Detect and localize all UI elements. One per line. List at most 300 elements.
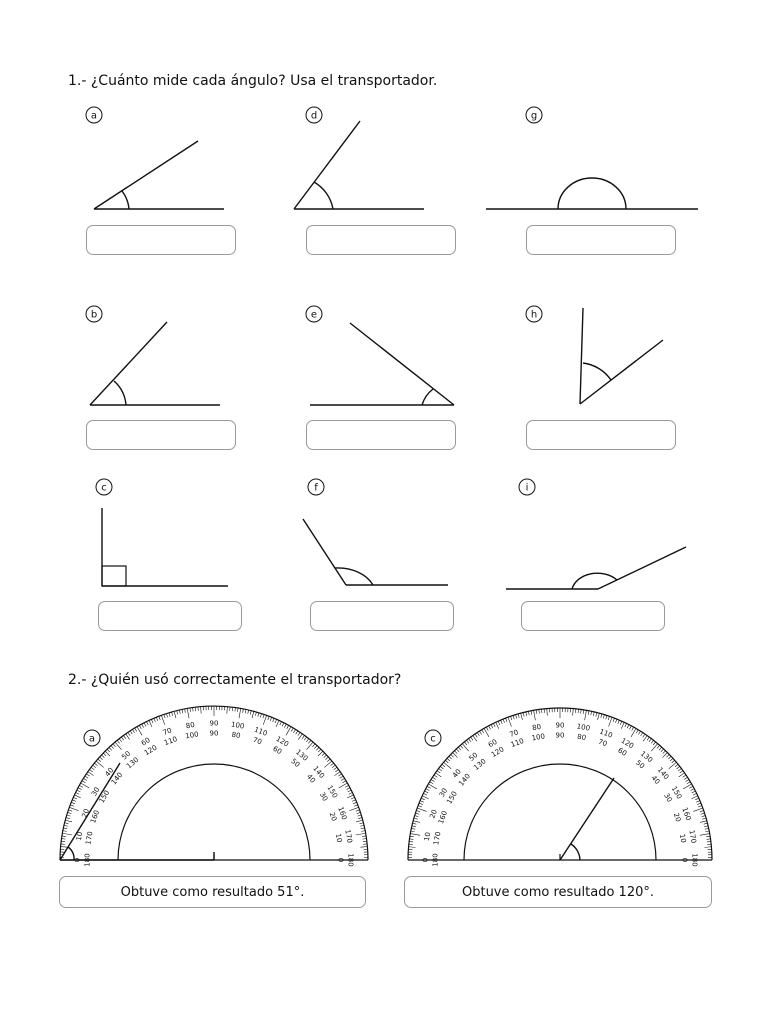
protractor-tick [179, 710, 180, 714]
protractor-tick [324, 761, 332, 767]
protractor-tick [603, 715, 604, 719]
protractor-tick [680, 771, 683, 773]
protractor-tick [466, 740, 468, 743]
protractor-tick [516, 715, 517, 719]
protractor-tick [79, 785, 82, 787]
protractor-inner-number: 0 [680, 857, 689, 863]
protractor-tick [327, 759, 330, 762]
protractor-tick [156, 717, 157, 721]
protractor-inner-number: 150 [445, 789, 459, 806]
protractor-tick [347, 795, 353, 798]
protractor-tick [653, 742, 656, 745]
protractor-outer-number: 170 [343, 829, 354, 844]
protractor-inner-number: 170 [432, 831, 443, 846]
protractor-tick [248, 710, 249, 714]
protractor-tick [258, 713, 259, 717]
protractor-tick [702, 816, 706, 817]
protractor-tick [339, 783, 348, 788]
protractor-tick [66, 818, 70, 819]
protractor-outer-number: 100 [576, 722, 591, 733]
protractor-tick [593, 712, 594, 716]
protractor-tick [332, 765, 335, 767]
protractor-outer-number: 150 [669, 784, 684, 801]
protractor-tick [298, 734, 302, 740]
protractor-tick [695, 798, 699, 800]
protractor-tick [693, 808, 702, 811]
protractor-label-c [425, 730, 441, 746]
protractor-tick [146, 722, 148, 726]
protractor-tick [115, 742, 121, 750]
protractor-tick [306, 739, 308, 742]
protractor-outer-number: 90 [209, 719, 219, 728]
protractor-tick [76, 792, 80, 794]
protractor-inner-number: 110 [509, 736, 526, 750]
protractor-tick [360, 825, 364, 826]
protractor-tick [349, 807, 358, 810]
protractor-tick [126, 734, 130, 740]
protractor-tick [182, 709, 183, 713]
protractor-tick [491, 725, 493, 729]
protractor-tick [149, 720, 152, 726]
protractor-inner-number: 150 [97, 788, 112, 805]
protractor-tick [539, 709, 540, 713]
protractor-tick [458, 747, 461, 750]
protractor-tick [416, 811, 420, 812]
protractor-tick [585, 710, 587, 720]
protractor-tick [547, 709, 548, 716]
protractor-inner-number: 130 [472, 757, 488, 772]
protractor-tick [692, 791, 696, 793]
protractor-outer-number: 120 [619, 736, 636, 751]
protractor-tick [237, 708, 238, 712]
protractor-tick [341, 778, 344, 780]
protractor-tick [89, 769, 92, 771]
protractor-tick [493, 723, 495, 727]
angle-label-h-text: h [530, 309, 538, 321]
protractor-tick [185, 709, 186, 713]
protractor-tick [418, 806, 422, 807]
protractor-outer-number: 20 [428, 808, 439, 820]
protractor-tick [627, 725, 629, 729]
protractor-tick [460, 745, 463, 748]
protractor-tick [96, 761, 104, 767]
protractor-tick [598, 713, 600, 720]
protractor-inner-number: 10 [677, 833, 688, 844]
protractor-tick [121, 737, 123, 740]
protractor-tick [411, 828, 415, 829]
protractor-tick [423, 793, 427, 795]
protractor-tick [632, 727, 634, 730]
protractor-tick [298, 732, 300, 735]
protractor-tick [349, 792, 353, 794]
protractor-tick [268, 716, 269, 720]
protractor-tick [484, 728, 489, 737]
protractor-tick [331, 763, 334, 766]
protractor-tick [641, 733, 643, 736]
protractor-tick [68, 812, 72, 813]
angle-label-i-text: i [525, 482, 529, 494]
protractor-tick [675, 764, 678, 767]
protractor-tick [308, 740, 311, 743]
protractor-tick [82, 781, 85, 783]
protractor-tick [670, 758, 673, 761]
protractor-tick [123, 735, 125, 738]
protractor-tick [700, 811, 704, 812]
protractor-inner-number: 80 [576, 732, 587, 743]
protractor-tick [101, 755, 104, 758]
protractor-tick [409, 839, 413, 840]
protractor-inner-number: 90 [209, 729, 219, 738]
protractor-outer-number: 0 [73, 857, 82, 863]
protractor-tick [73, 797, 77, 799]
protractor-outer-number: 50 [120, 749, 133, 762]
protractor-inner-number: 20 [671, 811, 683, 823]
protractor-tick [357, 812, 361, 813]
protractor-tick [503, 719, 504, 723]
protractor-tick [638, 731, 640, 734]
protractor-tick [130, 731, 132, 734]
protractor-tick [312, 744, 315, 747]
protractor-tick [63, 831, 67, 832]
protractor-label-c-text: c [430, 733, 436, 745]
protractor-tick [511, 716, 512, 720]
protractor-tick [618, 720, 620, 724]
protractor-tick [693, 793, 697, 795]
protractor-tick [360, 847, 367, 848]
protractor-tick [159, 716, 160, 720]
protractor-label-a [84, 730, 100, 746]
protractor-tick [433, 777, 436, 779]
protractor-tick [596, 713, 597, 717]
protractor-tick [473, 735, 477, 741]
protractor-tick [128, 732, 130, 735]
protractor-inner-number: 40 [304, 772, 317, 785]
protractor-tick [296, 731, 298, 734]
protractor-tick [528, 711, 529, 715]
protractor-tick [663, 751, 666, 754]
protractor-tick [591, 711, 592, 715]
protractor-inner-number: 140 [109, 770, 125, 787]
protractor-tick [172, 712, 173, 716]
result-box-c: Obtuve como resultado 120°. [404, 876, 712, 908]
question-1-title: 1.- ¿Cuánto mide cada ángulo? Usa el transportador. [68, 73, 438, 89]
protractor-inner-number: 100 [184, 730, 200, 741]
protractor-tick [506, 718, 507, 722]
protractor-label-a-text: a [88, 733, 96, 745]
protractor-tick [358, 818, 362, 819]
protractor-tick [63, 828, 67, 829]
protractor-c-measured-angle [560, 778, 614, 860]
protractor-tick [410, 836, 414, 837]
protractor-tick [669, 762, 677, 768]
protractor-tick [419, 803, 423, 804]
protractor-tick [243, 709, 244, 713]
protractor-tick [629, 726, 631, 730]
protractor-tick [704, 826, 708, 827]
protractor-tick [687, 782, 690, 784]
protractor-tick [252, 711, 254, 718]
protractor-tick [678, 769, 681, 771]
protractor-outer-number: 160 [336, 805, 349, 821]
protractor-tick [356, 833, 366, 835]
protractor-tick [451, 754, 454, 757]
protractor-inner-number: 50 [289, 757, 302, 770]
protractor-tick [177, 711, 178, 715]
protractor-tick [169, 713, 170, 717]
protractor-tick [190, 708, 191, 712]
protractor-tick [412, 826, 416, 827]
protractor-tick [477, 733, 479, 736]
protractor-outer-number: 100 [230, 720, 245, 731]
angle-label-b-text: b [90, 309, 98, 321]
protractor-tick [302, 735, 304, 738]
protractor-tick [352, 800, 356, 802]
protractor-tick [107, 749, 110, 752]
protractor-tick [413, 821, 420, 823]
protractor-tick [704, 823, 708, 824]
protractor-inner-arc [464, 764, 656, 860]
protractor-tick [316, 747, 319, 750]
protractor-tick [280, 722, 282, 726]
protractor-inner-number: 180 [83, 853, 92, 867]
protractor-tick [427, 786, 430, 788]
protractor-tick [705, 828, 709, 829]
protractor-tick [117, 740, 120, 743]
protractor-tick [250, 711, 251, 715]
protractor-tick [270, 717, 271, 721]
protractor-outer-number: 130 [638, 749, 655, 765]
protractor-tick [643, 735, 647, 741]
protractor-outer-number: 40 [451, 767, 463, 780]
protractor-inner-number: 50 [634, 758, 647, 771]
protractor-tick [666, 754, 669, 757]
angle-label-c-text: c [101, 482, 107, 494]
protractor-tick [67, 815, 71, 816]
protractor-tick [425, 791, 429, 793]
protractor-tick [151, 719, 153, 723]
protractor-tick [523, 713, 524, 717]
protractor-tick [439, 769, 442, 771]
protractor-tick [65, 820, 72, 822]
protractor-tick [651, 744, 657, 752]
protractor-tick [417, 808, 426, 811]
protractor-tick [356, 820, 363, 822]
protractor-tick [702, 818, 706, 819]
protractor-tick [471, 737, 473, 740]
protractor-inner-number: 180 [431, 853, 440, 867]
protractor-tick [689, 786, 692, 788]
protractor-tick [142, 724, 144, 728]
protractor-tick [98, 759, 101, 762]
protractor-outer-number: 50 [467, 751, 480, 763]
protractor-tick [354, 805, 358, 806]
protractor-tick [78, 788, 82, 790]
protractor-tick [531, 711, 532, 715]
protractor-tick [698, 806, 702, 807]
angle-label-e-text: e [310, 309, 318, 321]
protractor-inner-number: 20 [327, 811, 339, 823]
protractor-tick [691, 789, 695, 791]
protractor-outer-number: 110 [253, 725, 269, 738]
protractor-tick [447, 758, 450, 761]
protractor-tick [263, 715, 266, 724]
protractor-tick [704, 847, 711, 848]
protractor-tick [81, 783, 90, 788]
protractor-tick [410, 834, 420, 836]
protractor-tick [521, 713, 523, 720]
protractor-outer-number: 110 [598, 727, 614, 740]
protractor-tick [707, 839, 711, 840]
protractor-outer-number: 80 [185, 720, 196, 731]
protractor-tick [444, 762, 452, 768]
protractor-tick [706, 836, 710, 837]
protractor-tick [86, 774, 89, 776]
protractor-inner-number: 60 [616, 746, 629, 758]
protractor-tick [475, 734, 477, 737]
protractor-tick [291, 728, 293, 731]
protractor-tick [508, 717, 511, 726]
protractor-outer-number: 150 [325, 783, 340, 800]
protractor-tick [245, 709, 246, 713]
protractor-tick [235, 707, 236, 711]
protractor-inner-number: 120 [142, 743, 159, 758]
protractor-tick [287, 725, 289, 728]
protractor-tick [293, 729, 295, 732]
protractor-tick [434, 775, 437, 777]
protractor-outer-number: 140 [311, 764, 326, 780]
protractor-inner-number: 170 [84, 830, 95, 846]
protractor-tick [340, 776, 343, 778]
protractor-tick [482, 730, 484, 733]
protractor-tick [659, 747, 662, 750]
protractor-tick [255, 712, 256, 716]
protractor-c [408, 708, 712, 867]
angle-label-d-text: d [310, 110, 318, 122]
protractor-tick [276, 720, 279, 726]
protractor-tick [643, 734, 645, 737]
protractor-tick [164, 714, 165, 718]
protractor-tick [464, 742, 467, 745]
protractor-tick [469, 739, 471, 742]
protractor-tick [62, 833, 72, 835]
protractor-tick [683, 775, 686, 777]
protractor-inner-number: 80 [230, 730, 242, 741]
protractor-inner-number: 90 [555, 731, 565, 740]
angle-label-a-text: a [90, 110, 98, 122]
protractor-outer-number: 0 [421, 857, 430, 863]
protractor-tick [534, 710, 536, 720]
protractor-tick [187, 708, 189, 718]
protractor-tick [356, 810, 360, 811]
protractor-tick [479, 731, 481, 734]
protractor-tick [631, 728, 636, 737]
protractor-tick [201, 707, 202, 714]
protractor-tick [411, 831, 415, 832]
protractor-tick [661, 749, 664, 752]
protractor-tick [74, 795, 80, 798]
protractor-tick [621, 722, 624, 728]
protractor-tick [346, 788, 350, 790]
protractor-tick [88, 772, 94, 776]
protractor-tick [486, 727, 488, 730]
protractor-tick [601, 714, 602, 718]
result-box-a: Obtuve como resultado 51°. [59, 876, 366, 908]
protractor-tick [91, 767, 94, 769]
protractor-tick [696, 801, 700, 803]
protractor-tick [135, 728, 137, 731]
protractor-tick [415, 816, 419, 817]
protractor-tick [132, 729, 134, 732]
protractor-outer-number: 60 [139, 736, 152, 748]
protractor-tick [361, 828, 365, 829]
protractor-tick [649, 739, 651, 742]
protractor-tick [345, 785, 348, 787]
protractor-tick [109, 747, 112, 750]
protractor-tick [85, 776, 88, 778]
protractor-tick [139, 725, 141, 728]
protractor-tick [239, 708, 241, 718]
protractor-inner-number: 40 [649, 773, 662, 786]
protractor-outer-number: 160 [680, 806, 693, 822]
protractor-tick [304, 737, 306, 740]
protractor-tick [71, 802, 75, 803]
protractor-tick [409, 847, 416, 848]
protractor-tick [351, 797, 355, 799]
protractor-tick [647, 737, 649, 740]
protractor-tick [154, 718, 156, 722]
protractor-outer-number: 170 [687, 829, 698, 844]
protractor-outer-number: 30 [437, 786, 450, 799]
protractor-tick [700, 834, 710, 836]
protractor-tick [449, 756, 452, 759]
protractor-tick [282, 723, 284, 727]
protractor-tick [456, 749, 459, 752]
protractor-tick [113, 744, 116, 747]
protractor-outer-number: 80 [531, 722, 542, 733]
protractor-tick [428, 784, 437, 789]
protractor-tick [286, 727, 291, 736]
protractor-tick [144, 723, 146, 727]
protractor-tick [322, 753, 325, 756]
protractor-tick [462, 744, 468, 752]
protractor-tick [72, 800, 76, 802]
protractor-tick [94, 763, 97, 766]
protractor-inner-number: 60 [271, 744, 284, 757]
protractor-outer-number: 90 [555, 721, 565, 730]
protractor-tick [437, 771, 440, 773]
protractor-tick [496, 722, 499, 728]
protractor-tick [422, 796, 428, 799]
protractor-tick [615, 719, 616, 723]
protractor-tick [93, 765, 96, 767]
protractor-tick [636, 730, 638, 733]
protractor-tick [77, 790, 81, 792]
protractor-tick [672, 760, 675, 763]
protractor-tick [348, 790, 352, 792]
protractor-outer-number: 10 [422, 831, 433, 842]
protractor-inner-number: 110 [163, 735, 179, 748]
protractor-inner-number: 160 [89, 809, 102, 825]
protractor-tick [174, 711, 176, 718]
protractor-tick [498, 721, 500, 725]
protractor-inner-number: 0 [336, 857, 345, 863]
protractor-tick [260, 714, 261, 718]
protractor-tick [275, 719, 277, 723]
protractor-tick [489, 726, 491, 730]
question-2-title: 2.- ¿Quién usó correctamente el transportador? [68, 672, 402, 688]
protractor-tick [414, 818, 418, 819]
protractor-tick [609, 717, 612, 726]
